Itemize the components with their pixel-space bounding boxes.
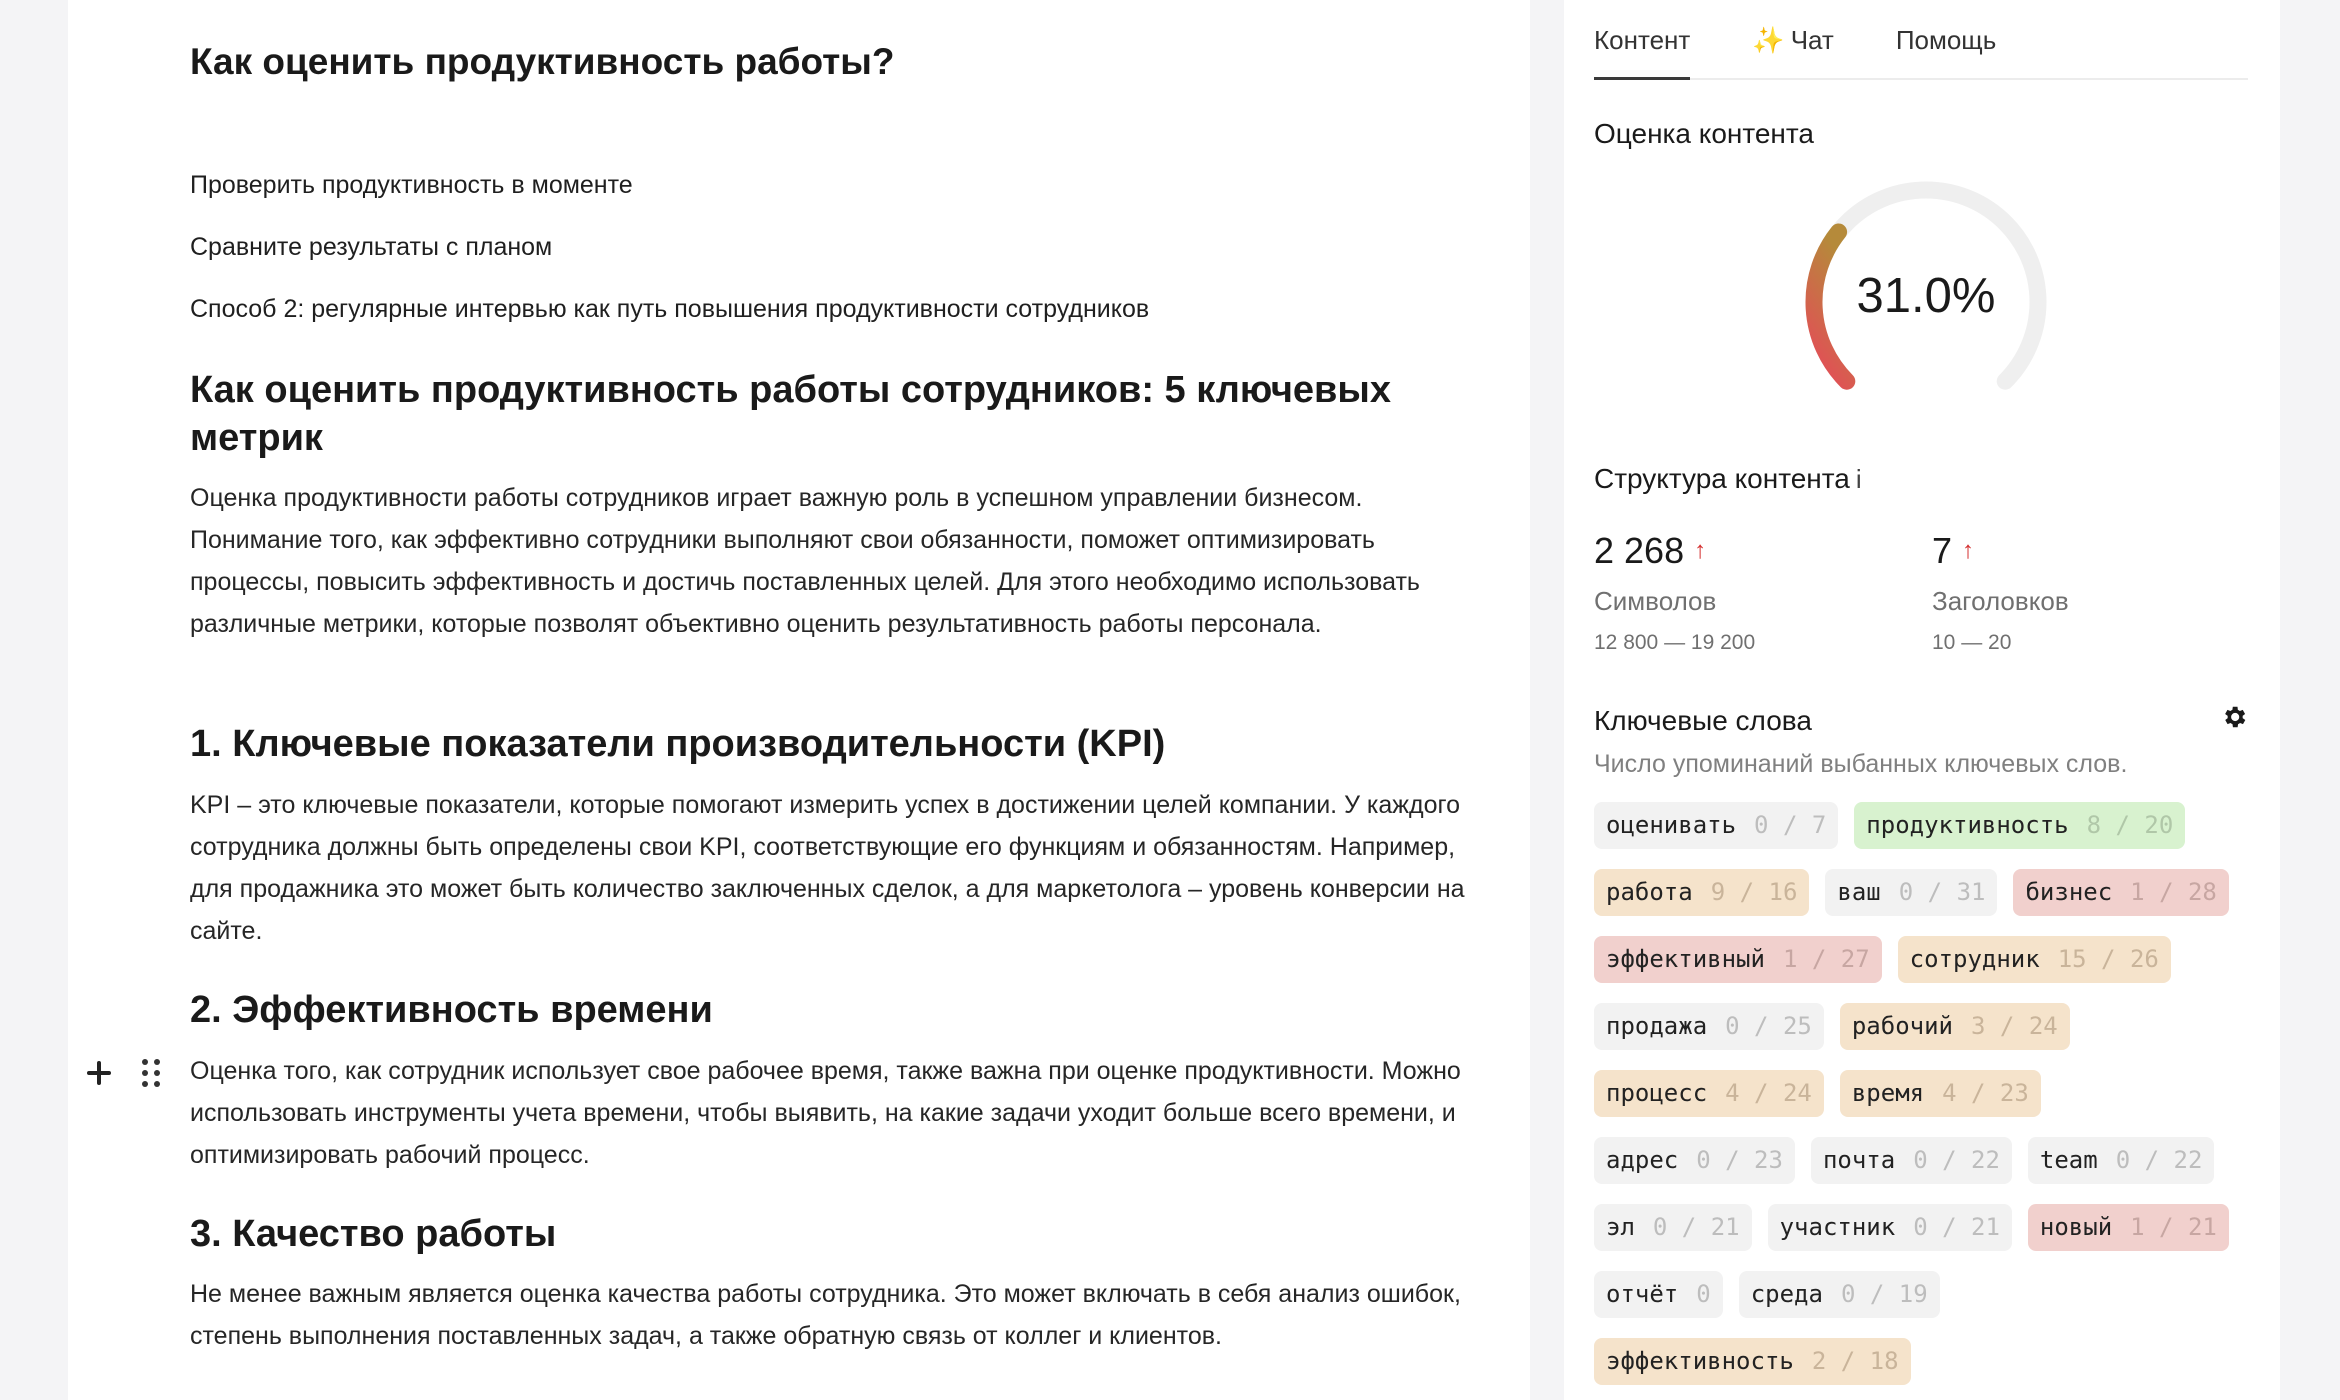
keyword-chip[interactable] [1768, 1204, 2012, 1251]
keyword-word: участник [1779, 1213, 1896, 1241]
keywords-subtitle: Число упоминаний выбанных ключевых слов. [1594, 750, 2128, 778]
paragraph-quality[interactable]: Не менее важным является оценка качества работы сотрудника. Это может включать в себя анализ ошибок, степень выполнения поставленных задач, а также обратную связь от коллег и клиентов. [190, 1280, 1461, 1350]
block-toolbar [84, 1058, 162, 1088]
heading-kpi[interactable]: 1. Ключевые показатели производительности (KPI) [190, 723, 1166, 765]
stat-range: 12 800 — 19 200 [1594, 631, 1756, 654]
add-block-button[interactable] [84, 1058, 114, 1088]
page-title: Как оценить продуктивность работы? [190, 41, 895, 82]
keyword-count: 15 / 26 [2057, 945, 2159, 973]
keyword-word: почта [1822, 1146, 1896, 1174]
stat-characters [1594, 530, 1755, 655]
score-title: Оценка контента [1594, 118, 1814, 149]
info-icon[interactable]: i [1855, 464, 1862, 494]
drag-handle-icon[interactable] [142, 1059, 162, 1087]
keyword-chip[interactable] [1854, 802, 2185, 849]
keyword-chip[interactable] [1825, 869, 1997, 916]
keyword-word: эл [1606, 1213, 1635, 1241]
keyword-chip[interactable] [1594, 1338, 1911, 1385]
keywords-title: Ключевые слова [1594, 705, 1812, 736]
keyword-chip[interactable] [1739, 1271, 1940, 1318]
keyword-chip[interactable] [1594, 1204, 1752, 1251]
keyword-count: 0 / 31 [1898, 878, 1986, 906]
paragraph-intro[interactable]: Оценка продуктивности работы сотрудников играет важную роль в успешном управлении бизнесом. Понимание того, как эффективно сотрудники выполняют свои обязанности, поможет оптимизировать процессы, повысить эффективность и достичь поставленных целей. Для этого необходимо использовать различные метрики, которые позволят объективно оценить результативность работы персонала. [190, 484, 1420, 638]
keyword-count: 4 / 24 [1725, 1079, 1812, 1107]
heading-quality[interactable]: 3. Качество работы [190, 1213, 557, 1255]
keyword-count: 1 / 27 [1782, 945, 1870, 973]
keyword-chip[interactable] [1898, 936, 2171, 983]
keyword-count: 3 / 24 [1971, 1012, 2058, 1040]
keyword-word: продуктивность [1866, 811, 2069, 839]
keyword-word: сотрудник [1909, 945, 2040, 973]
keyword-chip[interactable] [2013, 869, 2228, 916]
text-line[interactable]: Проверить продуктивность в моменте [190, 171, 633, 199]
keyword-word: среда [1750, 1280, 1823, 1308]
keyword-word: рабочий [1851, 1012, 1954, 1040]
keyword-count: 8 / 20 [2086, 811, 2174, 839]
keyword-word: адрес [1606, 1146, 1679, 1174]
keyword-chip[interactable] [2028, 1204, 2229, 1251]
keyword-word: процесс [1606, 1079, 1708, 1107]
keyword-count: 0 [1696, 1280, 1711, 1308]
document-editor[interactable] [68, 0, 1530, 1400]
keyword-chip[interactable] [1811, 1137, 2012, 1184]
arrow-up-icon: ↑ [1694, 537, 1707, 564]
stat-value: 7 [1932, 530, 1953, 571]
keyword-chip[interactable] [1840, 1003, 2070, 1050]
tab-content[interactable]: Контент [1594, 25, 1690, 78]
keyword-word: бизнес [2025, 878, 2113, 906]
keyword-chip[interactable] [1594, 1271, 1723, 1318]
heading-time[interactable]: 2. Эффективность времени [190, 989, 713, 1031]
keyword-count: 0 / 21 [1652, 1213, 1740, 1241]
keyword-list [1594, 802, 2254, 1385]
paragraph-time[interactable]: Оценка того, как сотрудник использует свое рабочее время, также важна при оценке продуктивности. Можно использовать инструменты учета времени, чтобы выявить, на какие задачи уходит больше всего времени, и оптимизировать рабочий процесс. [190, 1057, 1461, 1169]
keyword-word: team [2039, 1146, 2098, 1174]
keyword-word: оценивать [1606, 811, 1737, 839]
keyword-word: эффективный [1606, 945, 1765, 973]
keyword-chip[interactable] [1594, 802, 1838, 849]
keyword-chip[interactable] [1594, 1003, 1824, 1050]
keyword-chip[interactable] [1594, 869, 1809, 916]
keyword-count: 0 / 23 [1696, 1146, 1783, 1174]
sidebar-tabs [1594, 0, 2248, 80]
tab-chat-label: Чат [1790, 25, 1834, 55]
stat-value: 2 268 [1594, 530, 1685, 571]
keyword-count: 4 / 23 [1942, 1079, 2029, 1107]
keyword-count: 0 / 19 [1840, 1280, 1928, 1308]
keyword-word: отчёт [1606, 1280, 1679, 1308]
score-value: 31.0% [1856, 269, 1996, 323]
keyword-word: продажа [1606, 1012, 1708, 1040]
arrow-up-icon: ↑ [1962, 537, 1975, 564]
keyword-word: эффективность [1606, 1347, 1794, 1375]
keyword-word: работа [1606, 878, 1693, 906]
keyword-count: 0 / 22 [2115, 1146, 2203, 1174]
keyword-count: 0 / 7 [1754, 811, 1827, 839]
stat-label: Символов [1594, 586, 1717, 616]
sparkle-icon: ✨ [1752, 25, 1785, 55]
keyword-chip[interactable] [1840, 1070, 2041, 1117]
tab-help[interactable]: Помощь [1895, 25, 1997, 55]
stat-headings [1932, 530, 2069, 655]
keyword-count: 9 / 16 [1710, 878, 1798, 906]
gear-icon[interactable] [2220, 703, 2248, 731]
text-line[interactable]: Способ 2: регулярные интервью как путь повышения продуктивности сотрудников [190, 295, 1150, 323]
stat-range: 10 — 20 [1932, 631, 2012, 654]
heading-main[interactable]: Как оценить продуктивность работы сотрудников: 5 ключевых метрик [190, 369, 1391, 459]
structure-title-text: Структура контента [1594, 463, 1850, 494]
score-gauge [1796, 172, 2056, 432]
keyword-count: 0 / 22 [1913, 1146, 2000, 1174]
keyword-word: ваш [1837, 878, 1881, 906]
tab-chat[interactable] [1752, 25, 1834, 78]
keyword-count: 1 / 28 [2130, 878, 2217, 906]
keyword-count: 0 / 21 [1913, 1213, 2000, 1241]
keyword-count: 1 / 21 [2130, 1213, 2217, 1241]
keyword-word: новый [2039, 1213, 2113, 1241]
keyword-chip[interactable] [1594, 1070, 1824, 1117]
content-sidebar [1564, 0, 2280, 1400]
keyword-chip[interactable] [1594, 1137, 1795, 1184]
keyword-chip[interactable] [1594, 936, 1882, 983]
keyword-chip[interactable] [2028, 1137, 2215, 1184]
text-line[interactable]: Сравните результаты с планом [190, 233, 553, 261]
structure-title [1594, 463, 1862, 495]
keyword-count: 0 / 25 [1725, 1012, 1812, 1040]
keyword-word: время [1851, 1079, 1925, 1107]
paragraph-kpi[interactable]: KPI – это ключевые показатели, которые помогают измерить успех в достижении целей компании. У каждого сотрудника должны быть определены свои KPI, соответствующие его функциям и обязанностям. Например, для продажника это может быть количество заключенных сделок, а для маркетолога – уровень конверсии на сайте. [190, 791, 1465, 945]
keyword-count: 2 / 18 [1811, 1347, 1899, 1375]
stat-label: Заголовков [1932, 586, 2069, 616]
